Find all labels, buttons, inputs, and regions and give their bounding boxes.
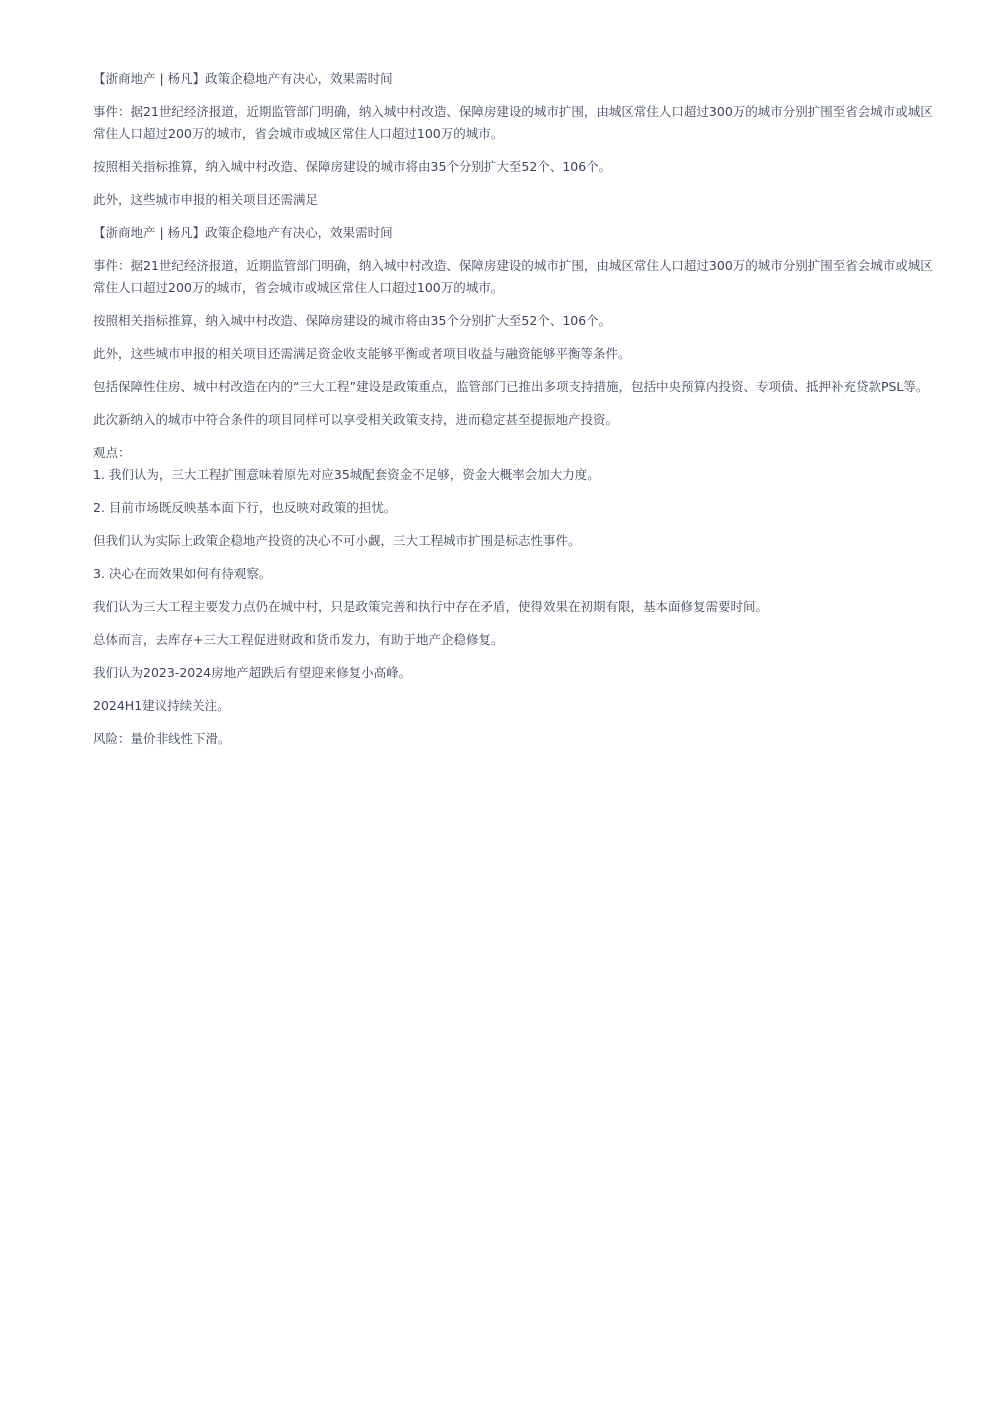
truncated-paragraph: 此外，这些城市申报的相关项目还需满足	[93, 192, 319, 207]
viewpoint-1: 1. 我们认为，三大工程扩围意味着原先对应35城配套资金不足够，资金大概率会加大力度。	[93, 467, 600, 482]
article-title: 【浙商地产 | 杨凡】政策企稳地产有决心，效果需时间	[93, 71, 393, 86]
viewpoint-heading: 观点：	[93, 445, 131, 460]
conditions-paragraph: 此外，这些城市申报的相关项目还需满足资金收支能够平衡或者项目收益与融资能够平衡等条件。	[93, 346, 631, 361]
outlook-paragraph: 我们认为2023-2024房地产超跌后有望迎来修复小高峰。	[93, 665, 412, 680]
viewpoint-2: 2. 目前市场既反映基本面下行，也反映对政策的担忧。	[93, 500, 397, 515]
risk-paragraph: 风险：量价非线性下滑。	[93, 731, 231, 746]
viewpoint-3-detail: 我们认为三大工程主要发力点仍在城中村，只是政策完善和执行中存在矛盾，使得效果在初期有限，基本面修复需要时间。	[93, 599, 769, 614]
article-body	[93, 68, 938, 761]
event-paragraph: 事件：据21世纪经济报道，近期监管部门明确，纳入城中村改造、保障房建设的城市扩围，由城区常住人口超过300万的城市分别扩围至省会城市或城区常住人口超过200万的城市，省会城市或城区常住人口超过100万的城市。	[93, 104, 933, 141]
repeated-event-paragraph: 事件：据21世纪经济报道，近期监管部门明确，纳入城中村改造、保障房建设的城市扩围，由城区常住人口超过300万的城市分别扩围至省会城市或城区常住人口超过200万的城市，省会城市或城区常住人口超过100万的城市。	[93, 258, 933, 295]
repeated-estimate-paragraph: 按照相关指标推算，纳入城中村改造、保障房建设的城市将由35个分别扩大至52个、106个。	[93, 313, 612, 328]
repeated-title: 【浙商地产 | 杨凡】政策企稳地产有决心，效果需时间	[93, 225, 393, 240]
viewpoint-2-detail: 但我们认为实际上政策企稳地产投资的决心不可小觑，三大工程城市扩围是标志性事件。	[93, 533, 581, 548]
support-measures-paragraph: 包括保障性住房、城中村改造在内的“三大工程”建设是政策重点，监管部门已推出多项支持措施，包括中央预算内投资、专项债、抵押补充贷款PSL等。	[93, 379, 929, 394]
summary-paragraph: 总体而言，去库存+三大工程促进财政和货币发力，有助于地产企稳修复。	[93, 632, 504, 647]
recommendation-paragraph: 2024H1建议持续关注。	[93, 698, 230, 713]
viewpoint-3: 3. 决心在而效果如何有待观察。	[93, 566, 272, 581]
estimate-paragraph: 按照相关指标推算，纳入城中村改造、保障房建设的城市将由35个分别扩大至52个、106个。	[93, 159, 612, 174]
new-cities-paragraph: 此次新纳入的城市中符合条件的项目同样可以享受相关政策支持，进而稳定甚至提振地产投资。	[93, 412, 619, 427]
